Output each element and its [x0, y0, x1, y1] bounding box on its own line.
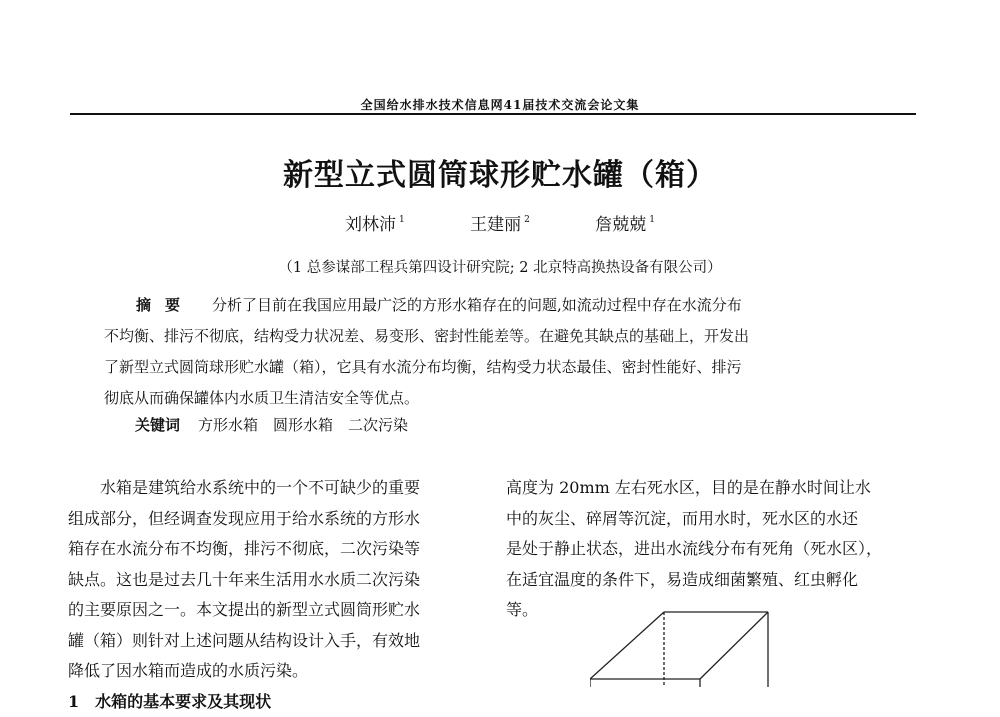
running-header: 全国给水排水技术信息网41届技术交流会论文集: [0, 96, 1000, 113]
tank-diagram: [590, 606, 780, 687]
keywords-text: 方形水箱 圆形水箱 二次污染: [198, 416, 408, 434]
keywords: [135, 414, 408, 435]
keywords-label: 关键词: [135, 416, 180, 434]
author: [470, 210, 530, 235]
author: [345, 210, 405, 235]
tank-edge: [700, 612, 768, 679]
abstract-line: 了新型立式圆筒球形贮水罐（箱），它具有水流分布均衡，结构受力状态最佳、密封性能好、排污: [104, 352, 904, 383]
body-line: 中的灰尘、碎屑等沉淀，而用水时，死水区的水还: [506, 504, 916, 535]
body-column-right: [506, 473, 916, 626]
author-name: 刘林沛: [345, 215, 396, 235]
body-line: 是处于静止状态，进出水流线分布有死角（死水区），: [506, 534, 916, 565]
abstract-label: 摘要: [136, 296, 194, 314]
paper-title: 新型立式圆筒球形贮水罐（箱）: [0, 150, 1000, 194]
body-line: 组成部分，但经调查发现应用于给水系统的方形水: [68, 504, 478, 535]
body-line: 箱存在水流分布不均衡，排污不彻底，二次污染等: [68, 534, 478, 565]
abstract: [104, 290, 904, 414]
author-affil-mark: 1: [399, 215, 405, 225]
body-column-left: [68, 473, 478, 717]
body-line: 高度为 20mm 左右死水区，目的是在静水时间让水: [506, 473, 916, 504]
author-affil-mark: 1: [649, 215, 655, 225]
affiliation: （1 总参谋部工程兵第四设计研究院; 2 北京特高换热设备有限公司）: [0, 256, 1000, 277]
author-name: 王建丽: [470, 215, 521, 235]
body-line: 的主要原因之一。本文提出的新型立式圆筒形贮水: [68, 595, 478, 626]
abstract-line: 彻底从而确保罐体内水质卫生清洁安全等优点。: [104, 383, 904, 414]
body-line: 缺点。这也是过去几十年来生活用水水质二次污染: [68, 565, 478, 596]
author: [595, 210, 655, 235]
abstract-line: 不均衡、排污不彻底，结构受力状况差、易变形、密封性能差等。在避免其缺点的基础上，开发出: [104, 321, 904, 352]
author-affil-mark: 2: [524, 215, 530, 225]
author-list: [0, 210, 1000, 235]
tank-edge: [590, 612, 664, 679]
body-line: 罐（箱）则针对上述问题从结构设计入手，有效地: [68, 626, 478, 657]
body-line: 降低了因水箱而造成的水质污染。: [68, 656, 478, 687]
abstract-line: [104, 290, 904, 321]
header-rule: [70, 113, 916, 115]
body-line: 在适宜温度的条件下，易造成细菌繁殖、红虫孵化: [506, 565, 916, 596]
author-name: 詹兢兢: [595, 215, 646, 235]
section-heading: 1 水箱的基本要求及其现状: [68, 687, 478, 717]
body-line: 等。: [506, 595, 916, 626]
abstract-text: 分析了目前在我国应用最广泛的方形水箱存在的问题,如流动过程中存在水流分布: [212, 296, 742, 314]
body-line: 水箱是建筑给水系统中的一个不可缺少的重要: [68, 473, 478, 504]
